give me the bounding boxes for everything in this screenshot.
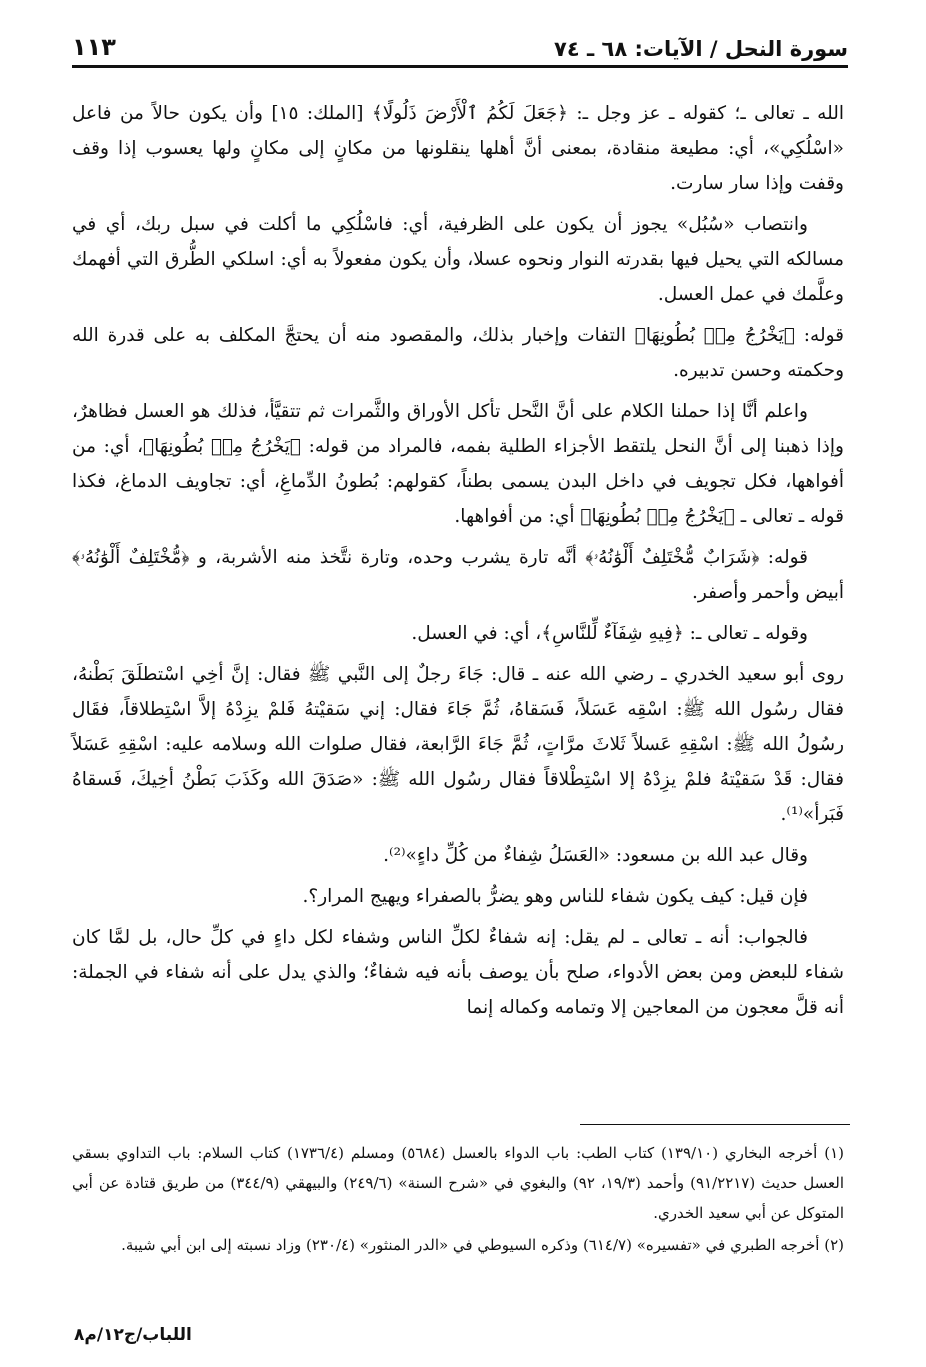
paragraph: فإن قيل: كيف يكون شفاء للناس وهو يضرُّ بالصفراء ويهيج المرار؟. bbox=[302, 886, 808, 907]
running-header bbox=[72, 24, 848, 68]
footnote: (٢) أخرجه الطبري في «تفسيره» (٦١٤/٧) وذكره السيوطي في «الدر المنثور» (٢٣٠/٤) وزاد نسبته إلى ابن أبي شيبة. bbox=[121, 1236, 844, 1254]
paragraph: قوله: ﴿يَخْرُجُ مِنۢ بُطُونِهَا﴾ التفات وإخبار بذلك، والمقصود منه أن يحتجَّ المكلف به على قدرة الله وحكمته وحسن تدبيره. bbox=[72, 325, 844, 381]
paragraph: فالجواب: أنه ـ تعالى ـ لم يقل: إنه شفاءٌ لكلِّ الناس وشفاء لكل داءٍ في كلِّ حال، بل لمَّا كان شفاء للبعض ومن بعض الأدواء، صلح بأن يوصف بأنه فيه شفاءٌ؛ والذي يدل على أنه شفاء في الجملة: أنه قلَّ معجون من المعاجين إلا وتمامه وكماله إنما bbox=[72, 927, 844, 1018]
paragraph: الله ـ تعالى ـ؛ كقوله ـ عز وجل ـ: ﴿جَعَلَ لَكُمُ ٱلْأَرْضَ ذَلُولًا﴾ [الملك: ١٥] وأن يكون حالاً من فاعل «اسْلُكِي»، أي: مطيعة منقادة، بمعنى أنَّ أهلها ينقلونها من مكانٍ إلى مكانٍ ولها يعسوب إذا وقف وقفت وإذا سار سارت. bbox=[72, 103, 844, 194]
footnotes bbox=[72, 1138, 844, 1262]
paragraph: وقال عبد الله بن مسعود: «العَسَلُ شِفاءٌ من كُلِّ داءٍ»⁽²⁾. bbox=[383, 845, 808, 866]
paragraph: قوله: ﴿شَرَابٌ مُّخْتَلِفٌ أَلْوَٰنُهُۥ﴾ أنَّه تارة يشرب وحده، وتارة نتَّخذ منه الأشربة، و ﴿مُّخْتَلِفٌ أَلْوَٰنُهُۥ﴾ أبيض وأحمر وأصفر. bbox=[72, 547, 844, 603]
paragraph: وانتصاب «سُبُل» يجوز أن يكون على الظرفية، أي: فاسْلُكِي ما أكلت في سبل ربك، أي في مسالكه التي يحيل فيها بقدرته النوار ونحوه عسلا، وأن يكون مفعولاً به أي: اسلكي الطُّرق التي أفهمك وعلَّمك في عمل العسل. bbox=[72, 214, 844, 305]
chapter-title: سورة النحل / الآيات: ٦٨ ـ ٧٤ bbox=[554, 37, 848, 61]
footnote-divider bbox=[580, 1124, 850, 1125]
footnote: (١) أخرجه البخاري (١٣٩/١٠) كتاب الطب: باب الدواء بالعسل (٥٦٨٤) ومسلم (١٧٣٦/٤) كتاب السلام: باب التداوي بسقي العسل حديث (٩١/٢٢١٧) وأحمد (١٩/٣، ٩٢) والبغوي في «شرح السنة» (٢٤٩/٦) والبيهقي (٣٤٤/٩) من طريق قتادة عن أبي المتوكل عن أبي سعيد الخدري. bbox=[72, 1144, 845, 1222]
paragraph: واعلم أنَّا إذا حملنا الكلام على أنَّ النَّحل تأكل الأوراق والثَّمرات ثم تتقيَّأ، فذلك هو العسل فظاهرٌ، وإذا ذهبنا إلى أنَّ النحل يلتقط الأجزاء الطلية بفمه، فالمراد من قوله: ﴿يَخْرُجُ مِنۢ بُطُونِهَا﴾، أي: من أفواهها، فكل تجويف في داخل البدن يسمى بطناً، كقولهم: بُطونُ الدِّماغِ، أي: تجاويف الدماغ، فكذا قوله ـ تعالى ـ ﴿يَخْرُجُ مِنۢ بُطُونِهَا﴾ أي: من أفواهها. bbox=[72, 401, 844, 527]
paragraph: وقوله ـ تعالى ـ: ﴿فِيهِ شِفَآءٌ لِّلنَّاسِ﴾، أي: في العسل. bbox=[411, 623, 808, 644]
page-number: ١١٣ bbox=[72, 33, 116, 61]
printer-signature: اللباب/ج١٢/م٨ bbox=[74, 1325, 192, 1345]
paragraph: روى أبو سعيد الخدري ـ رضي الله عنه ـ قال: جَاءَ رجلٌ إلى النَّبي ﷺ فقال: إنَّ أخِي اسْتطلَقَ بَطْنهُ، فقال رسُول الله ﷺ: اسْقِه عَسَلاً، فَسَقاهُ، ثُمَّ جَاءَ فقال: إني سَقيْتهُ فَلمْ يزِدْهُ إلاَّ اسْتِطلاقاً، فقَال رسُولُ الله ﷺ: اسْقِهِ عَسلاً ثَلاثَ مرَّاتٍ، ثُمَّ جَاءَ الرَّابعة، فقال صلوات الله وسلامه عليه: اسْقِهِ عَسَلاً فقال: قَدْ سَقيْتهُ فلمْ يزِدْهُ إلا اسْتِطْلاقاً فقال رسُول الله ﷺ: «صَدَقَ الله وكَذَبَ بَطْنُ أخِيكَ، فَسقاهُ فَبَرأ»⁽¹⁾. bbox=[72, 664, 844, 825]
main-text bbox=[72, 96, 844, 1031]
